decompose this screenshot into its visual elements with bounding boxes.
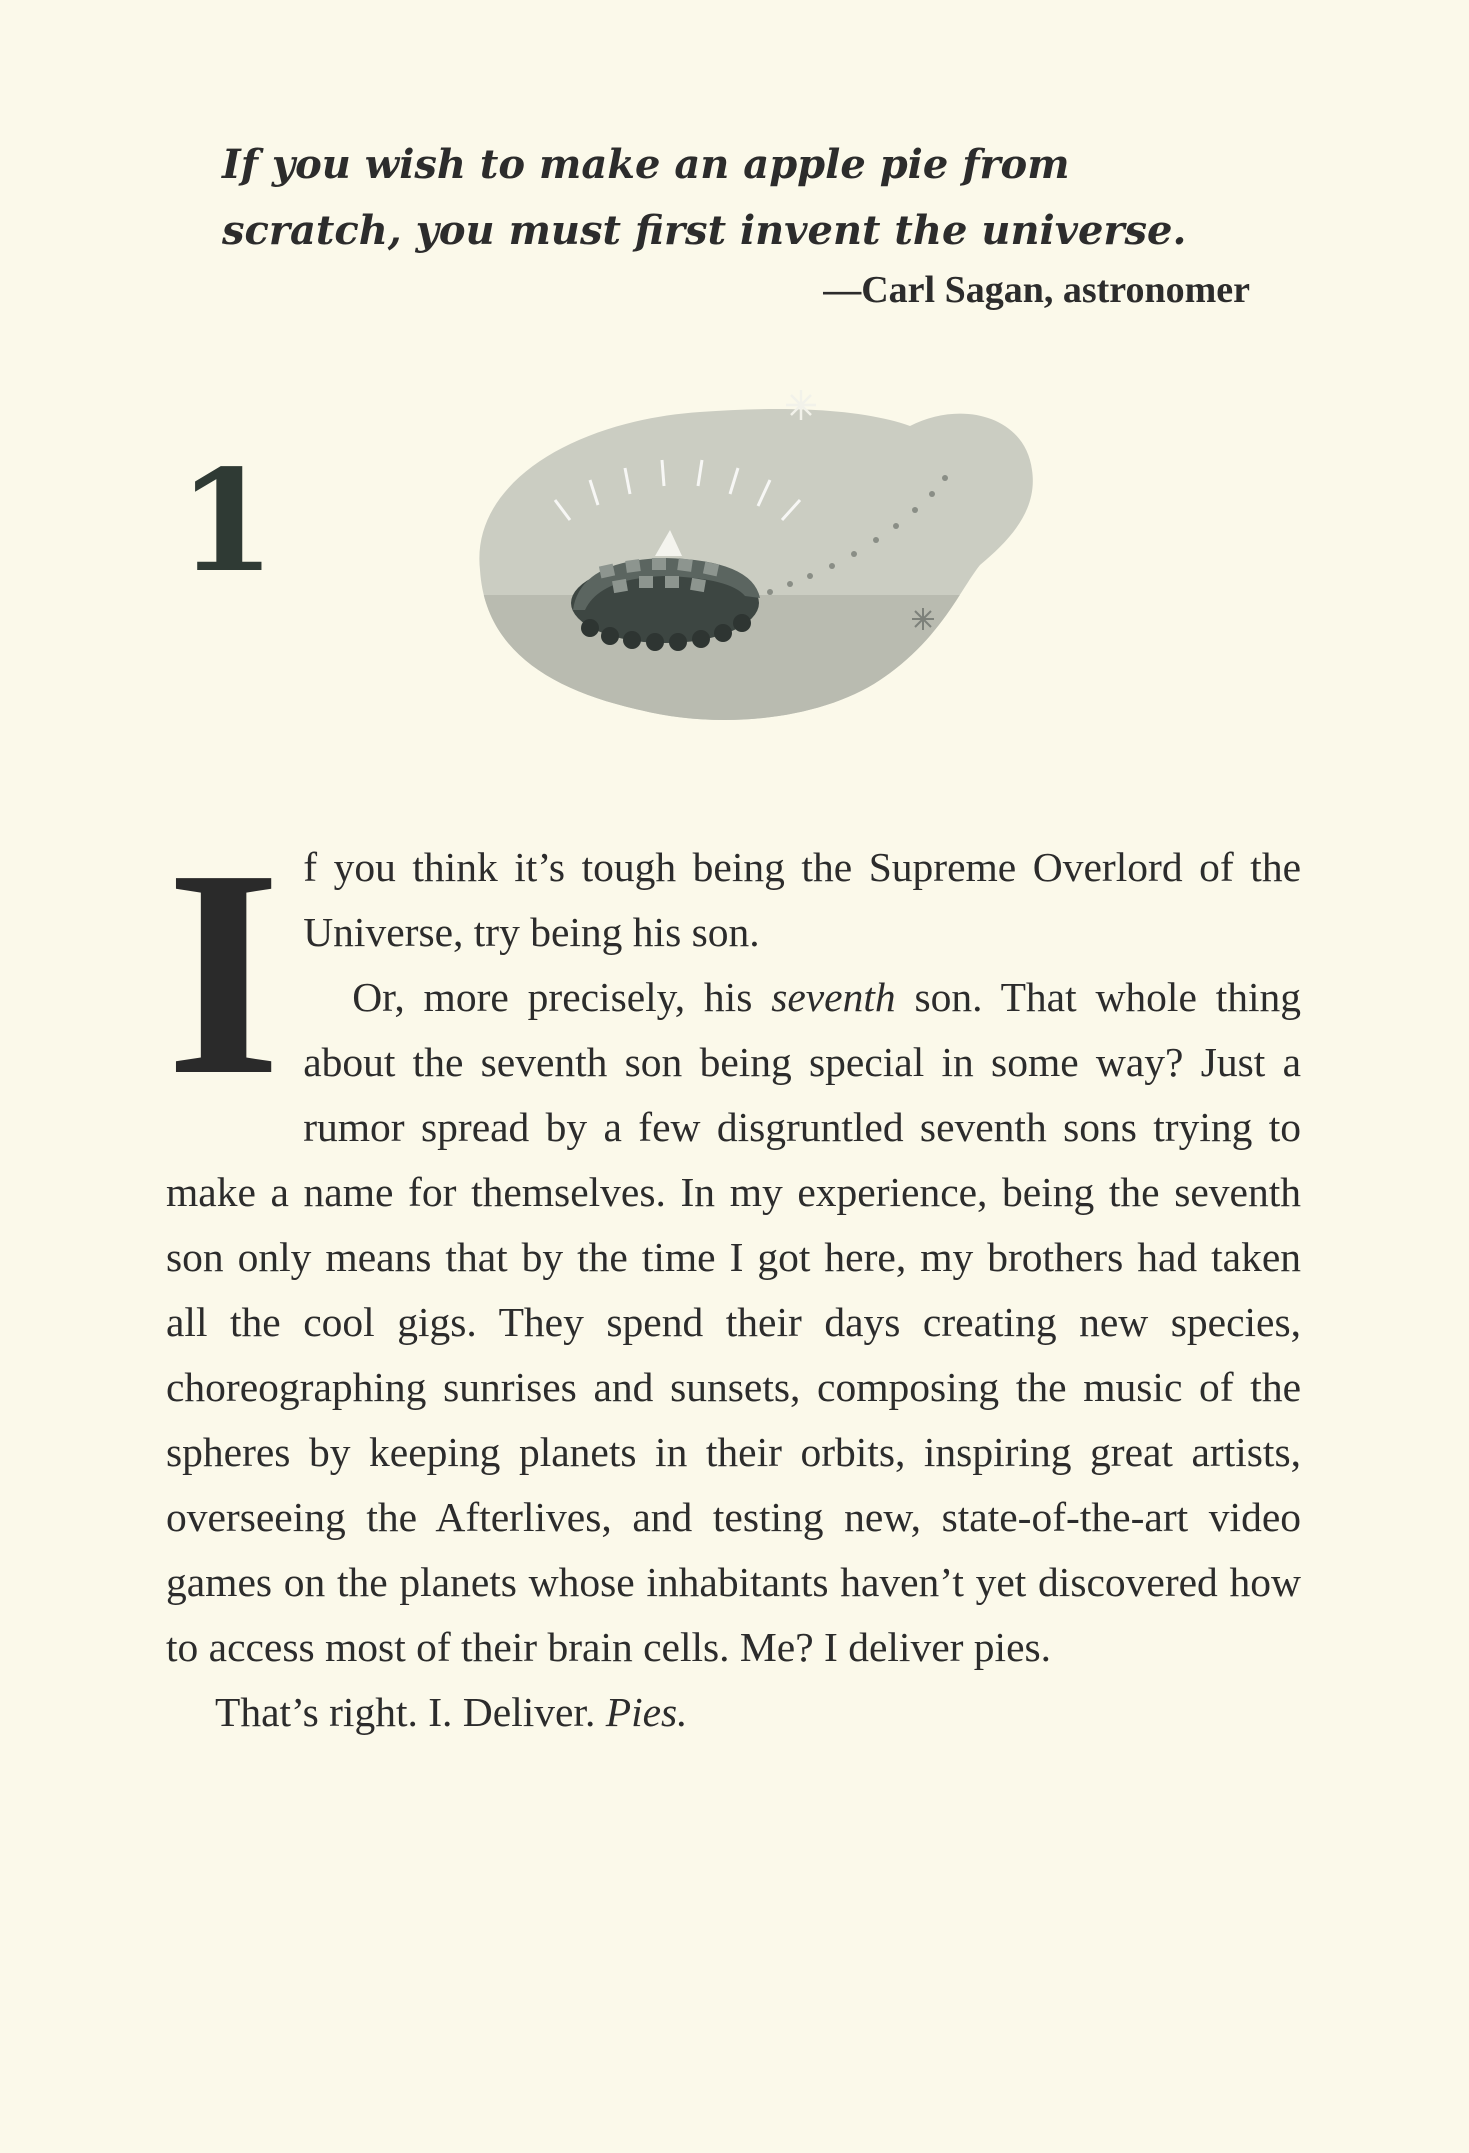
paragraph-2-rest: son. That whole thing about the seventh son being special in some way? Just a rumor spread by a few disgruntled seventh sons trying to make a name for themselves. In my experience, being the seventh son only means that by the time I got here, my brothers had taken all the cool gigs. They spend their days creating new species, choreographing sunrises and sunsets, composing the music of the spheres by keeping planets in their orbits, inspiring great artists, overseeing the Afterlives, and testing new, state-of-the-art video games on the planets whose inhabitants haven’t yet discovered how to access most of their brain cells. Me? I deliver pies.	[166, 974, 1301, 1670]
star-icon	[912, 608, 934, 630]
paragraph-1: f you think it’s tough being the Supreme Overlord of the Universe, try being his son.	[303, 844, 1301, 955]
paragraph-2-start: Or, more precisely, his	[352, 974, 772, 1020]
paragraph-3	[166, 1680, 1301, 1745]
chapter-number: 1	[178, 440, 276, 604]
epigraph-quote: If you wish to make an apple pie from scratch, you must first invent the universe.	[222, 141, 1187, 254]
paragraph-2	[166, 965, 1301, 1680]
chapter-illustration	[440, 360, 1040, 760]
drop-cap: I	[166, 809, 282, 1137]
paragraph-3-start: That’s right. I. Deliver.	[215, 1689, 606, 1735]
chapter-body	[166, 809, 1301, 1745]
epigraph-attribution: —Carl Sagan, astronomer	[823, 269, 1250, 311]
paragraph-2-emphasis: seventh	[771, 974, 896, 1020]
paragraph-3-emphasis: Pies.	[605, 1689, 688, 1735]
